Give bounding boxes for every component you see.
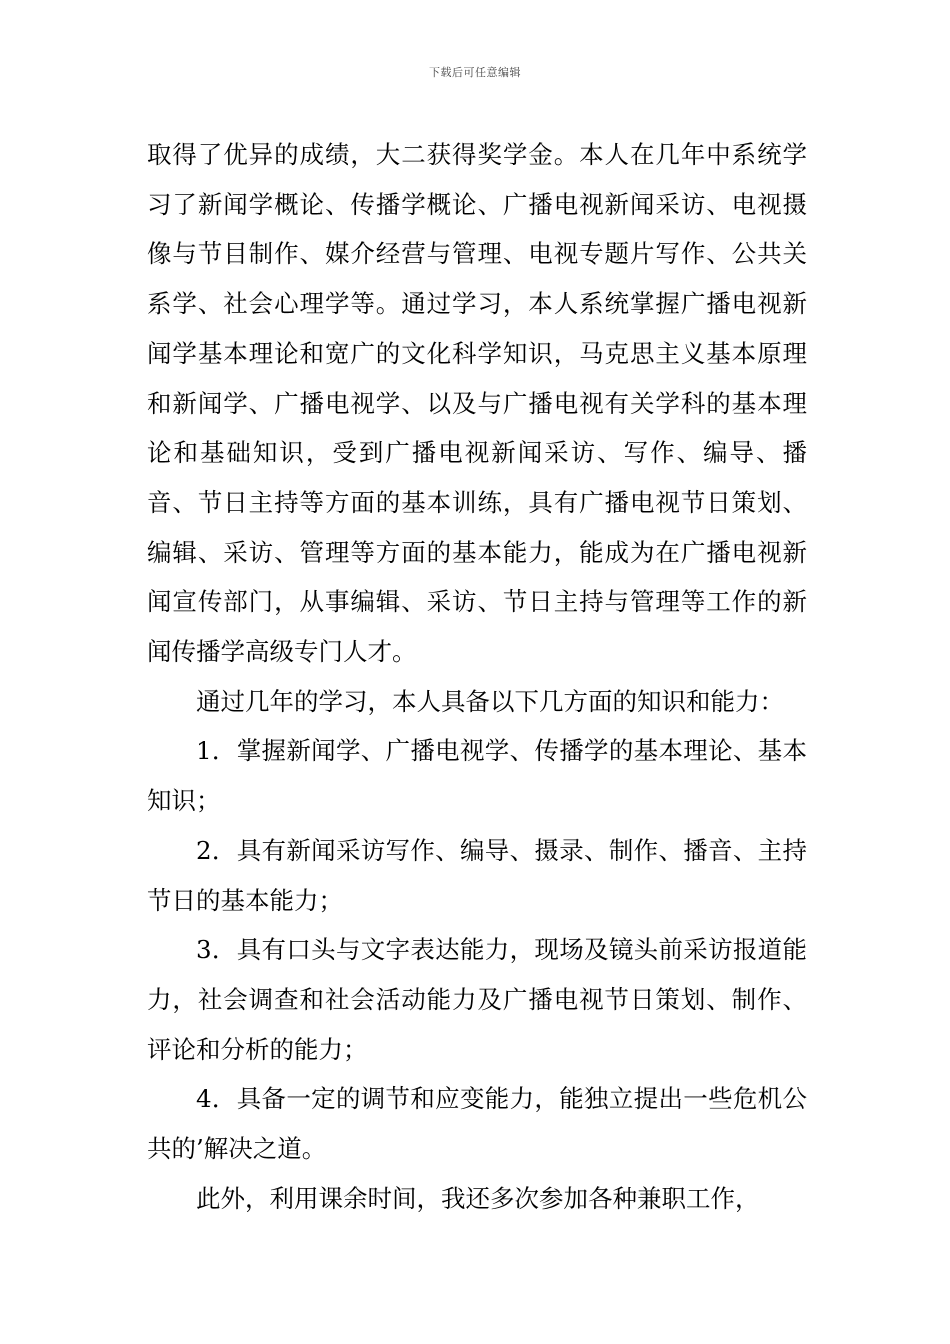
page-header: 下载后可任意编辑 xyxy=(429,66,521,79)
list-item-1: 1．掌握新闻学、广播电视学、传播学的基本理论、基本知识； xyxy=(147,736,807,816)
paragraph-part-time-work: 此外，利用课余时间，我还多次参加各种兼职工作， xyxy=(196,1183,760,1213)
paragraph-study-summary: 取得了优异的成绩，大二获得奖学金。本人在几年中系统学习了新闻学概论、传播学概论、广播电视新闻采访、电视摄像与节目制作、媒介经营与管理、电视专题片写作、公共关系学、社会心理学等。通过学习，本人系统掌握广播电视新闻学基本理论和宽广的文化科学知识，马克思主义基本原理和新闻学、广播电视学、以及与广播电视有关学科的基本理论和基础知识，受到广播电视新闻采访、写作、编导、播音、节日主持等方面的基本训练，具有广播电视节日策划、编辑、采访、管理等方面的基本能力，能成为在广播电视新闻宣传部门，从事编辑、采访、节日主持与管理等工作的新闻传播学高级专门人才。 xyxy=(147,140,807,667)
paragraph-abilities-intro: 通过几年的学习，本人具备以下几方面的知识和能力： xyxy=(196,686,784,716)
list-item-2: 2．具有新闻采访写作、编导、摄录、制作、播音、主持节日的基本能力； xyxy=(147,835,807,915)
list-item-3: 3．具有口头与文字表达能力，现场及镜头前采访报道能力，社会调查和社会活动能力及广播电视节日策划、制作、评论和分析的能力； xyxy=(147,935,807,1064)
document-body xyxy=(147,130,807,1223)
list-item-4: 4．具备一定的调节和应变能力，能独立提出一些危机公共的’解决之道。 xyxy=(147,1084,807,1164)
